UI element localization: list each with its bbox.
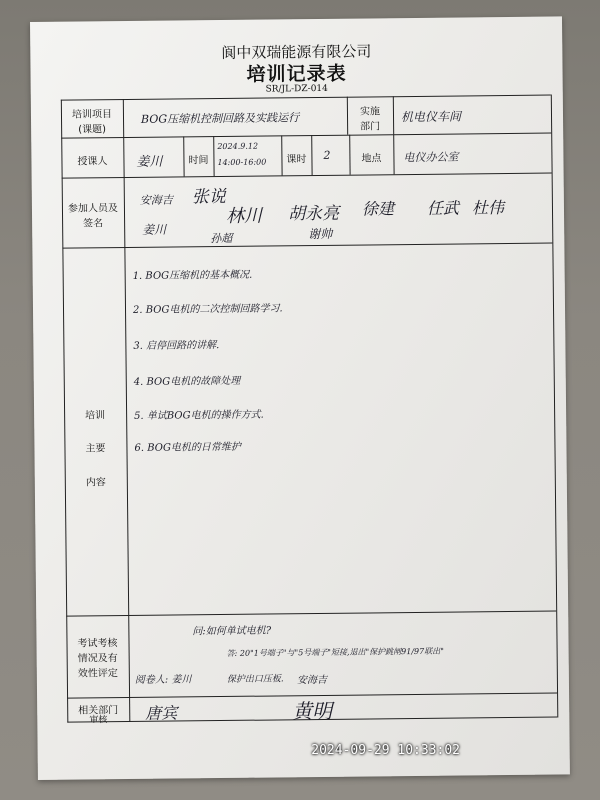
label-content-3: 内容 bbox=[85, 477, 106, 489]
label-content-1: 培训 bbox=[85, 410, 106, 422]
attendee-signature: 姜川 bbox=[142, 222, 167, 237]
label-dept: 实施 bbox=[359, 106, 381, 118]
form-title: 培训记录表 bbox=[246, 62, 347, 86]
label-project: 培训项目 bbox=[71, 109, 113, 121]
label-attendees: 参加人员及 bbox=[67, 203, 119, 215]
attendee-signature: 安海吉 bbox=[139, 193, 173, 207]
content-item: 5. 单试BOG电机的操作方式. bbox=[134, 409, 264, 422]
eval-answer: 答: 20"1号端子"与"5号端子"短接,退出"保护跳闸91/97联出" bbox=[226, 646, 444, 658]
attendee-signature: 杜伟 bbox=[471, 198, 505, 218]
label-review-2: 审核 bbox=[89, 715, 108, 726]
review-signature-2: 黄明 bbox=[292, 698, 333, 724]
eval-question: 问:如何单试电机? bbox=[192, 625, 272, 638]
label-eval-3: 效性评定 bbox=[77, 668, 118, 680]
review-signature-1: 唐宾 bbox=[145, 703, 178, 723]
attendee-signature: 孙超 bbox=[210, 231, 233, 246]
label-place: 地点 bbox=[361, 153, 382, 165]
row-line bbox=[62, 243, 552, 249]
attendee-signature: 谢帅 bbox=[308, 226, 333, 242]
attendee-signature: 徐建 bbox=[361, 199, 395, 219]
document-number: SR/JL-DZ-014 bbox=[265, 83, 328, 95]
eval-signer: 安海吉 bbox=[296, 674, 327, 687]
lecturer-value: 姜川 bbox=[136, 154, 163, 170]
attendee-signature: 林川 bbox=[225, 205, 263, 227]
label-project-sub: (课题) bbox=[78, 124, 107, 136]
content-item: 3. 启停回路的讲解. bbox=[133, 340, 220, 352]
training-record-form bbox=[30, 16, 570, 780]
label-review-1: 相关部门 bbox=[78, 705, 119, 717]
place-value: 电仪办公室 bbox=[403, 150, 459, 165]
eval-answer-2: 保护出口压板. bbox=[226, 674, 284, 685]
hours-value: 2 bbox=[323, 148, 331, 162]
label-time: 时间 bbox=[188, 155, 209, 167]
label-eval-1: 考试考核 bbox=[77, 638, 118, 650]
row-line bbox=[66, 611, 556, 617]
project-value: BOG压缩机控制回路及实践运行 bbox=[140, 111, 300, 126]
label-content-2: 主要 bbox=[85, 443, 106, 455]
label-dept-sub: 部门 bbox=[360, 121, 381, 133]
dept-value: 机电仪车间 bbox=[400, 109, 462, 125]
time-range-value: 14:00-16:00 bbox=[217, 157, 267, 168]
label-attendees-sub: 签名 bbox=[83, 218, 104, 230]
table-border-right bbox=[551, 95, 559, 718]
row-line bbox=[61, 133, 551, 139]
label-lecturer: 授课人 bbox=[77, 156, 108, 168]
time-date-value: 2024.9.12 bbox=[217, 141, 259, 152]
attendee-signature: 胡永亮 bbox=[287, 203, 340, 225]
photo-timestamp: 2024-09-29 10:33:02 bbox=[311, 743, 460, 758]
row-line bbox=[62, 173, 552, 179]
content-item: 4. BOG电机的故障处理 bbox=[133, 375, 241, 388]
attendee-signature: 任武 bbox=[426, 198, 460, 218]
attendee-signature: 张说 bbox=[191, 186, 226, 208]
label-hours: 课时 bbox=[286, 154, 307, 166]
company-name: 阆中双瑞能源有限公司 bbox=[221, 42, 372, 62]
content-item: 1. BOG压缩机的基本概况. bbox=[132, 269, 253, 282]
eval-reviewer-note: 阅卷人: 姜川 bbox=[134, 674, 192, 686]
content-item: 2. BOG电机的二次控制回路学习. bbox=[132, 303, 283, 316]
content-item: 6. BOG电机的日常维护 bbox=[134, 441, 241, 454]
label-eval-2: 情况及有 bbox=[77, 653, 118, 665]
